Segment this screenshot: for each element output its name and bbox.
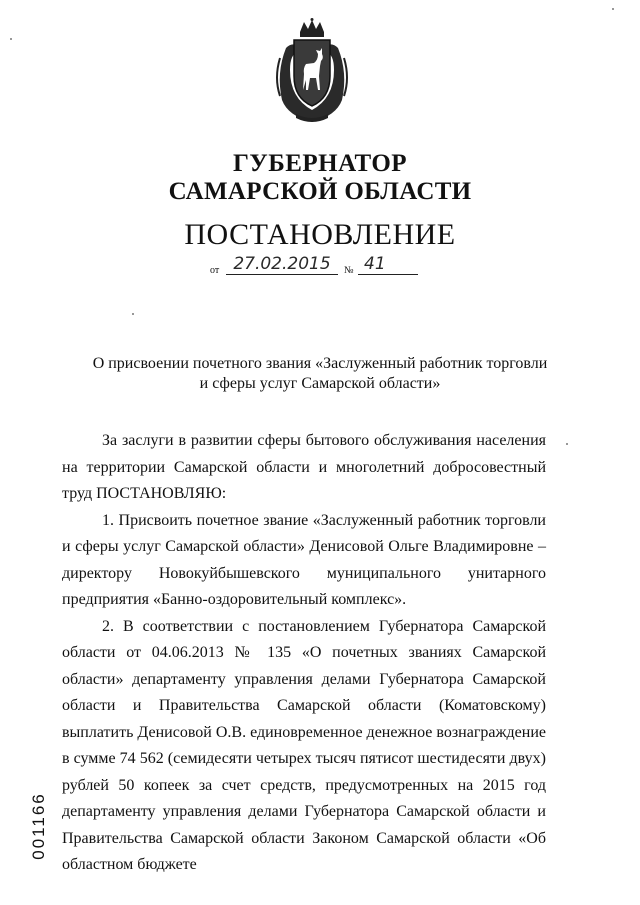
document-date: 27.02.2015 <box>226 255 338 275</box>
document-type-title: ПОСТАНОВЛЕНИЕ <box>184 218 456 251</box>
coat-of-arms-emblem <box>272 18 352 126</box>
document-body <box>62 428 546 879</box>
scan-speck <box>10 38 12 40</box>
subject-line1: О присвоении почетного звания «Заслуженный работник торговли <box>92 355 548 372</box>
preamble-paragraph: За заслуги в развитии сферы бытового обслуживания населения на территории Самарской области и многолетний добросовестный труд ПОСТАНОВЛЯЮ: <box>62 432 546 502</box>
subject-line2: и сферы услуг Самарской области» <box>199 375 441 392</box>
org-title-line2: САМАРСКОЙ ОБЛАСТИ <box>168 178 472 205</box>
item-1-paragraph: 1. Присвоить почетное звание «Заслуженный работник торговли и сферы услуг Самарской области» Денисовой Ольге Владимировне – директору Новокуйбышевского муниципального унитарного предприятия «Банно-оздоровительный комплекс». <box>62 511 546 608</box>
scan-speck <box>566 443 568 445</box>
date-prefix: от <box>210 265 220 276</box>
item-2-paragraph: 2. В соответствии с постановлением Губернатора Самарской области от 04.06.2013 № 135 «О почетных званиях Самарской области» департаменту управления делами Губернатора Самарской области и Правительства Самарской области (Коматовскому) выплатить Денисовой О.В. единовременное денежное вознаграждение в сумме 74 562 (семидесяти четырех тысяч пятисот шестидесяти двух) рублей 50 копеек за счет средств, предусмотренных на 2015 год департаменту управления делами Губернатора Самарской области и Правительства Самарской области Законом Самарской области «Об областном бюджете <box>62 617 546 873</box>
org-title-line1: ГУБЕРНАТОР <box>232 150 408 177</box>
scan-speck <box>612 8 614 10</box>
margin-registry-number <box>26 790 50 860</box>
document-number: 41 <box>358 255 418 275</box>
number-prefix: № <box>344 265 354 276</box>
document-subject <box>0 354 640 394</box>
margin-number-text: 001166 <box>29 792 48 860</box>
scan-speck <box>132 313 134 315</box>
registration-line <box>210 255 430 281</box>
